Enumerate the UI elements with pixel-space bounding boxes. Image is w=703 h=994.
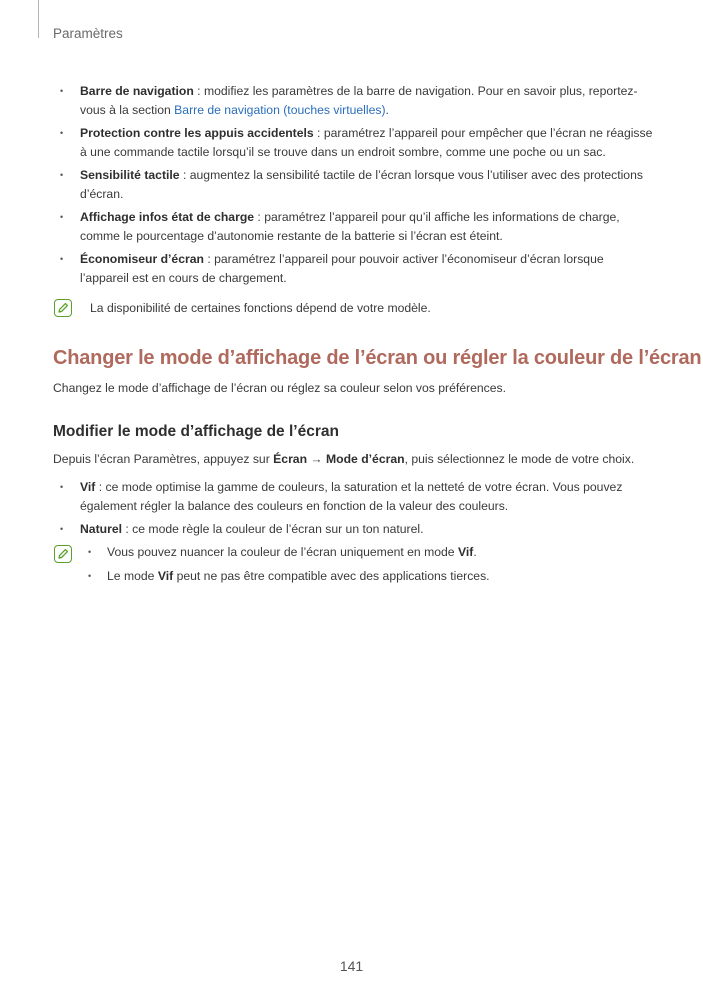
- item-term: Sensibilité tactile: [80, 168, 180, 182]
- note-post: .: [473, 545, 477, 559]
- header-rule: [38, 0, 39, 38]
- item-text: : augmentez la sensibilité tactile de l’écran lorsque vous l’utiliser avec des protections d’écran.: [80, 168, 643, 201]
- section-title: Changer le mode d’affichage de l’écran ou régler la couleur de l’écran: [53, 347, 702, 369]
- note-bold: Vif: [157, 569, 174, 583]
- item-text: : paramétrez l’appareil pour empêcher que l’écran ne réagisse à une commande tactile lorsqu’il se trouve dans un endroit sombre, comme une poche ou un sac.: [80, 126, 653, 159]
- list-item: [60, 124, 654, 162]
- subsection-title: Modifier le mode d’affichage de l’écran: [53, 423, 339, 440]
- list-item: [60, 166, 654, 204]
- list-item: [88, 567, 648, 586]
- list-item: [60, 82, 654, 120]
- item-tail: .: [385, 103, 389, 117]
- list-item: [60, 478, 654, 516]
- note-bold: Vif: [457, 545, 474, 559]
- list-item: [60, 520, 654, 539]
- item-term: Économiseur d’écran: [80, 252, 204, 266]
- item-term: Protection contre les appuis accidentels: [80, 126, 314, 140]
- pencil-note-icon: [54, 545, 72, 563]
- item-term: Vif: [80, 480, 96, 494]
- note-text: La disponibilité de certaines fonctions dépend de votre modèle.: [90, 301, 431, 315]
- para-suffix: , puis sélectionnez le mode de votre choix.: [404, 452, 635, 466]
- list-item: [60, 250, 654, 288]
- arrow-glyph: →: [307, 452, 326, 466]
- item-text: : ce mode optimise la gamme de couleurs, la saturation et la netteté de votre écran. Vous pouvez également régler la balance des couleurs en fonction de la valeur des couleurs.: [80, 480, 623, 513]
- modes-list: [60, 478, 654, 543]
- running-header: Paramètres: [53, 26, 123, 41]
- note-list: [88, 543, 648, 591]
- note-text: Vous pouvez nuancer la couleur de l’écran uniquement en mode: [107, 545, 458, 559]
- item-text: : modifiez les paramètres de la barre de navigation. Pour en savoir plus, reportez-vous à la section: [80, 84, 638, 117]
- section-link[interactable]: Barre de navigation (touches virtuelles): [174, 103, 386, 117]
- para-mode: Mode d’écran: [326, 452, 405, 466]
- para-prefix: Depuis l’écran Paramètres, appuyez sur: [53, 452, 274, 466]
- item-term: Affichage infos état de charge: [80, 210, 255, 224]
- list-item: [88, 543, 648, 562]
- item-text: : ce mode règle la couleur de l’écran sur un ton naturel.: [122, 522, 424, 536]
- item-text: : paramétrez l’appareil pour pouvoir activer l’économiseur d’écran lorsque l’appareil est en cours de chargement.: [80, 252, 604, 285]
- item-term: Barre de navigation: [80, 84, 194, 98]
- note-post: peut ne pas être compatible avec des applications tierces.: [173, 569, 490, 583]
- item-text: : paramétrez l’appareil pour qu’il affiche les informations de charge, comme le pourcentage d’autonomie restante de la batterie si l’écran est éteint.: [80, 210, 620, 243]
- note-text: Le mode: [107, 569, 158, 583]
- item-term: Naturel: [80, 522, 122, 536]
- instructions-paragraph: [53, 452, 634, 466]
- para-ecran: Écran: [273, 452, 308, 466]
- pencil-note-icon: [54, 299, 72, 317]
- page-number: 141: [339, 958, 364, 974]
- list-item: [60, 208, 654, 246]
- settings-list: [60, 82, 654, 292]
- section-intro: Changez le mode d’affichage de l’écran ou réglez sa couleur selon vos préférences.: [53, 381, 507, 395]
